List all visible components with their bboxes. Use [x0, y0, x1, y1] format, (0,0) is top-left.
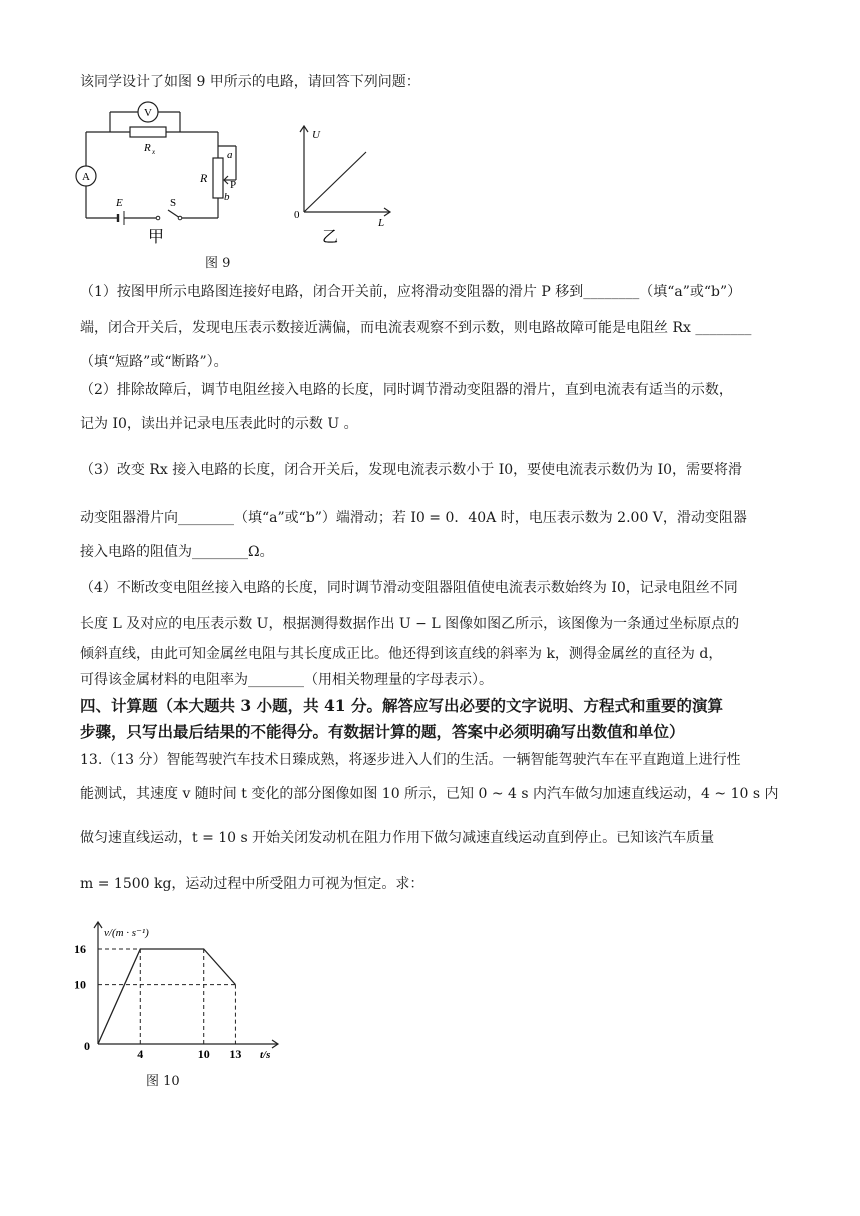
q4-line3: 倾斜直线，由此可知金属丝电阻与其长度成正比。他还得到该直线的斜率为 k，测得金属丝的直径为 d，	[80, 646, 723, 662]
svg-text:U: U	[312, 129, 320, 141]
x-tick-label: 10	[197, 1047, 210, 1061]
q13-line1: 13.（13 分）智能驾驶汽车技术日臻成熟，将逐步进入人们的生活。一辆智能驾驶汽车在平直跑道上进行性	[80, 752, 741, 768]
fig10-caption: 图 10	[146, 1074, 180, 1089]
q4-line2: 长度 L 及对应的电压表示数 U，根据测得数据作出 U − L 图像如图乙所示，该图像为一条通过坐标原点的	[80, 616, 740, 632]
svg-text:S: S	[170, 197, 177, 209]
ul-line	[304, 152, 366, 212]
svg-text:P: P	[230, 179, 237, 191]
vt-series-line	[98, 949, 235, 1044]
svg-text:b: b	[224, 191, 230, 203]
q3-line3: 接入电路的阻值为________Ω。	[80, 544, 274, 560]
x-tick-label: 4	[137, 1047, 144, 1061]
svg-text:x: x	[152, 148, 156, 156]
q2-line2: 记为 I0，读出并记录电压表此时的示数 U 。	[80, 416, 358, 432]
fig10-vt-chart	[72, 912, 292, 1062]
q4-line1: （4）不断改变电阻丝接入电路的长度，同时调节滑动变阻器阻值使电流表示数始终为 I0，记录电阻丝不同	[80, 580, 738, 596]
q4-line4: 可得该金属材料的电阻率为________（用相关物理量的字母表示）。	[80, 672, 493, 688]
svg-text:0: 0	[294, 209, 300, 221]
q3-line1: （3）改变 Rx 接入电路的长度，闭合开关后，发现电流表示数小于 I0，要使电流表示数仍为 I0，需要将滑	[80, 462, 743, 478]
fig9-circuit	[72, 96, 252, 246]
fig10-xlabel: t/s	[260, 1049, 271, 1061]
fig9-ul-graph	[286, 118, 396, 248]
svg-text:R: R	[200, 171, 208, 185]
fig10-origin: 0	[84, 1039, 90, 1053]
q1-line3: （填“短路”或“断路”）。	[80, 354, 228, 370]
q1-line2: 端，闭合开关后，发现电压表示数接近满偏，而电流表观察不到示数，则电路故障可能是电阻丝 Rx ________	[80, 320, 752, 336]
fig9-caption: 图 9	[205, 256, 231, 271]
svg-text:R: R	[144, 142, 151, 154]
fig9-yi-label: 乙	[322, 229, 339, 246]
svg-text:a: a	[227, 149, 233, 161]
svg-text:E: E	[116, 197, 123, 209]
fig9-jia-label: 甲	[147, 229, 165, 246]
q13-line3: 做匀速直线运动，t = 10 s 开始关闭发动机在阻力作用下做匀减速直线运动直到停止。已知该汽车质量	[80, 830, 715, 846]
x-tick-label: 13	[229, 1047, 242, 1061]
y-tick-label: 16	[74, 942, 86, 956]
intro-text: 该同学设计了如图 9 甲所示的电路，请回答下列问题：	[80, 74, 420, 90]
fig10-ylabel: v/(m · s⁻¹)	[104, 927, 149, 939]
q1-line1: （1）按图甲所示电路图连接好电路，闭合开关前，应将滑动变阻器的滑片 P 移到________（填“a”或“b”）	[80, 284, 742, 300]
q13-line4: m = 1500 kg，运动过程中所受阻力可视为恒定。求：	[80, 876, 424, 892]
rheostat-icon	[213, 158, 223, 198]
q3-line2: 动变阻器滑片向________（填“a”或“b”）端滑动；若 I0 = 0．40A 时，电压表示数为 2.00 V，滑动变阻器	[80, 510, 747, 526]
svg-text:L: L	[378, 217, 385, 229]
q13-line2: 能测试，其速度 v 随时间 t 变化的部分图像如图 10 所示，已知 0 ~ 4 s 内汽车做匀加速直线运动，4 ~ 10 s 内	[80, 786, 779, 802]
section4-heading-line2: 步骤，只写出最后结果的不能得分。有数据计算的题，答案中必须明确写出数值和单位）	[80, 722, 685, 741]
q2-line1: （2）排除故障后，调节电阻丝接入电路的长度，同时调节滑动变阻器的滑片，直到电流表有适当的示数，	[80, 382, 733, 398]
y-tick-label: 10	[74, 977, 86, 992]
svg-text:A: A	[82, 171, 90, 183]
section4-heading-line1: 四、计算题（本大题共 3 小题，共 41 分。解答应写出必要的文字说明、方程式和重要的演算	[80, 696, 723, 715]
resistor-rx-icon	[130, 127, 166, 137]
svg-text:V: V	[144, 107, 152, 119]
